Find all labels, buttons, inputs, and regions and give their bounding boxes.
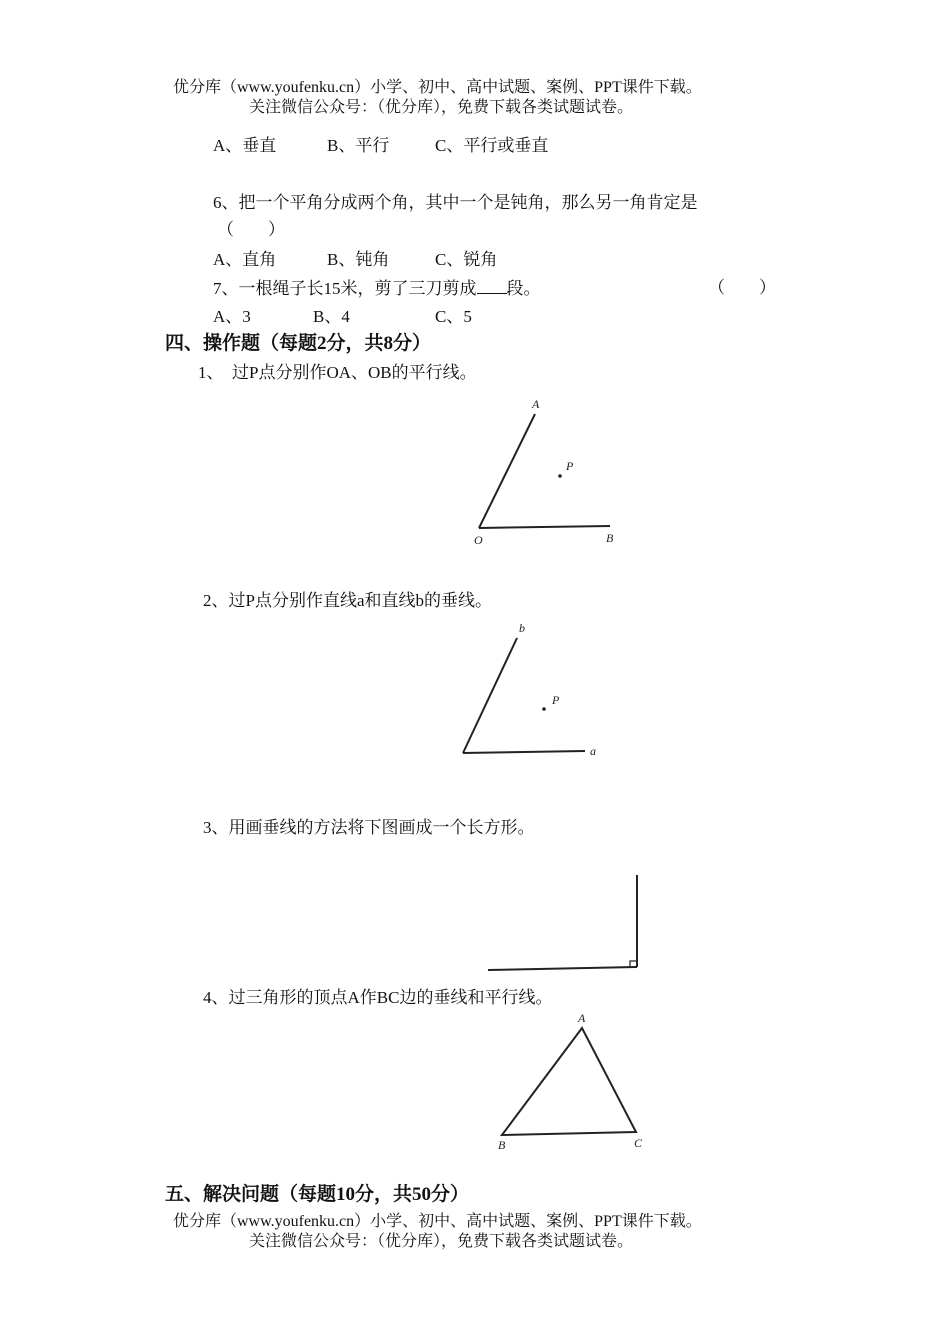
q7-options bbox=[213, 306, 472, 328]
q6-option-a: A、直角 bbox=[213, 250, 277, 269]
footer-line-2: 关注微信公众号：（优分库），免费下载各类试题试卷。 bbox=[249, 1233, 634, 1250]
s4-item-3-text: 3、用画垂线的方法将下图画成一个长方形。 bbox=[203, 818, 535, 837]
label-triangle-c: C bbox=[634, 1136, 643, 1150]
header-line-1: 优分库（www.youfenku.cn）小学、初中、高中试题、案例、PPT课件下载。 bbox=[173, 79, 702, 96]
q6-option-b: B、钝角 bbox=[327, 250, 390, 269]
section-4-title: 四、操作题（每题2分，共8分） bbox=[165, 333, 432, 354]
q7-answer-paren: （ ） bbox=[708, 278, 776, 297]
q7-question bbox=[213, 277, 541, 300]
q7-text-after: 段。 bbox=[506, 279, 541, 298]
header-line-2: 关注微信公众号：（优分库），免费下载各类试题试卷。 bbox=[249, 99, 634, 116]
label-o: O bbox=[474, 533, 483, 547]
right-angle-figure bbox=[480, 868, 650, 978]
q7-option-a: A、3 bbox=[213, 307, 251, 326]
q7-option-c: C、5 bbox=[435, 307, 472, 326]
q5-options bbox=[213, 135, 548, 157]
s4-item-4-text: 4、过三角形的顶点A作BC边的垂线和平行线。 bbox=[203, 988, 553, 1007]
label-b: B bbox=[606, 531, 614, 545]
q5-option-a: A、垂直 bbox=[213, 136, 277, 155]
triangle-abc-figure bbox=[490, 1010, 660, 1160]
footer-line-1: 优分库（www.youfenku.cn）小学、初中、高中试题、案例、PPT课件下载。 bbox=[173, 1213, 702, 1230]
q7-text-before: 7、一根绳子长15米，剪了三刀剪成 bbox=[213, 279, 477, 298]
s4-item-1-text: 1、 过P点分别作OA、OB的平行线。 bbox=[198, 363, 477, 382]
label-a: A bbox=[532, 397, 540, 411]
label-b-line: b bbox=[519, 621, 525, 635]
q6-question: 6、把一个平角分成两个角，其中一个是钝角，那么另一角肯定是 bbox=[213, 193, 698, 212]
label-triangle-b: B bbox=[498, 1138, 506, 1152]
angle-aob-figure bbox=[460, 392, 620, 552]
q6-option-c: C、锐角 bbox=[435, 250, 498, 269]
lines-ab-figure bbox=[440, 618, 620, 768]
q5-option-c: C、平行或垂直 bbox=[435, 136, 549, 155]
label-p2: P bbox=[552, 693, 560, 707]
q6-options bbox=[213, 249, 497, 271]
label-p: P bbox=[566, 459, 574, 473]
section-5-title: 五、解决问题（每题10分，共50分） bbox=[165, 1184, 470, 1205]
q6-answer-paren: （ ） bbox=[217, 220, 285, 239]
s4-item-2-text: 2、过P点分别作直线a和直线b的垂线。 bbox=[203, 591, 492, 610]
q7-option-b: B、4 bbox=[313, 307, 350, 326]
q7-blank bbox=[477, 277, 507, 294]
q5-option-b: B、平行 bbox=[327, 136, 390, 155]
label-triangle-a: A bbox=[578, 1011, 586, 1025]
label-a-line: a bbox=[590, 744, 596, 758]
